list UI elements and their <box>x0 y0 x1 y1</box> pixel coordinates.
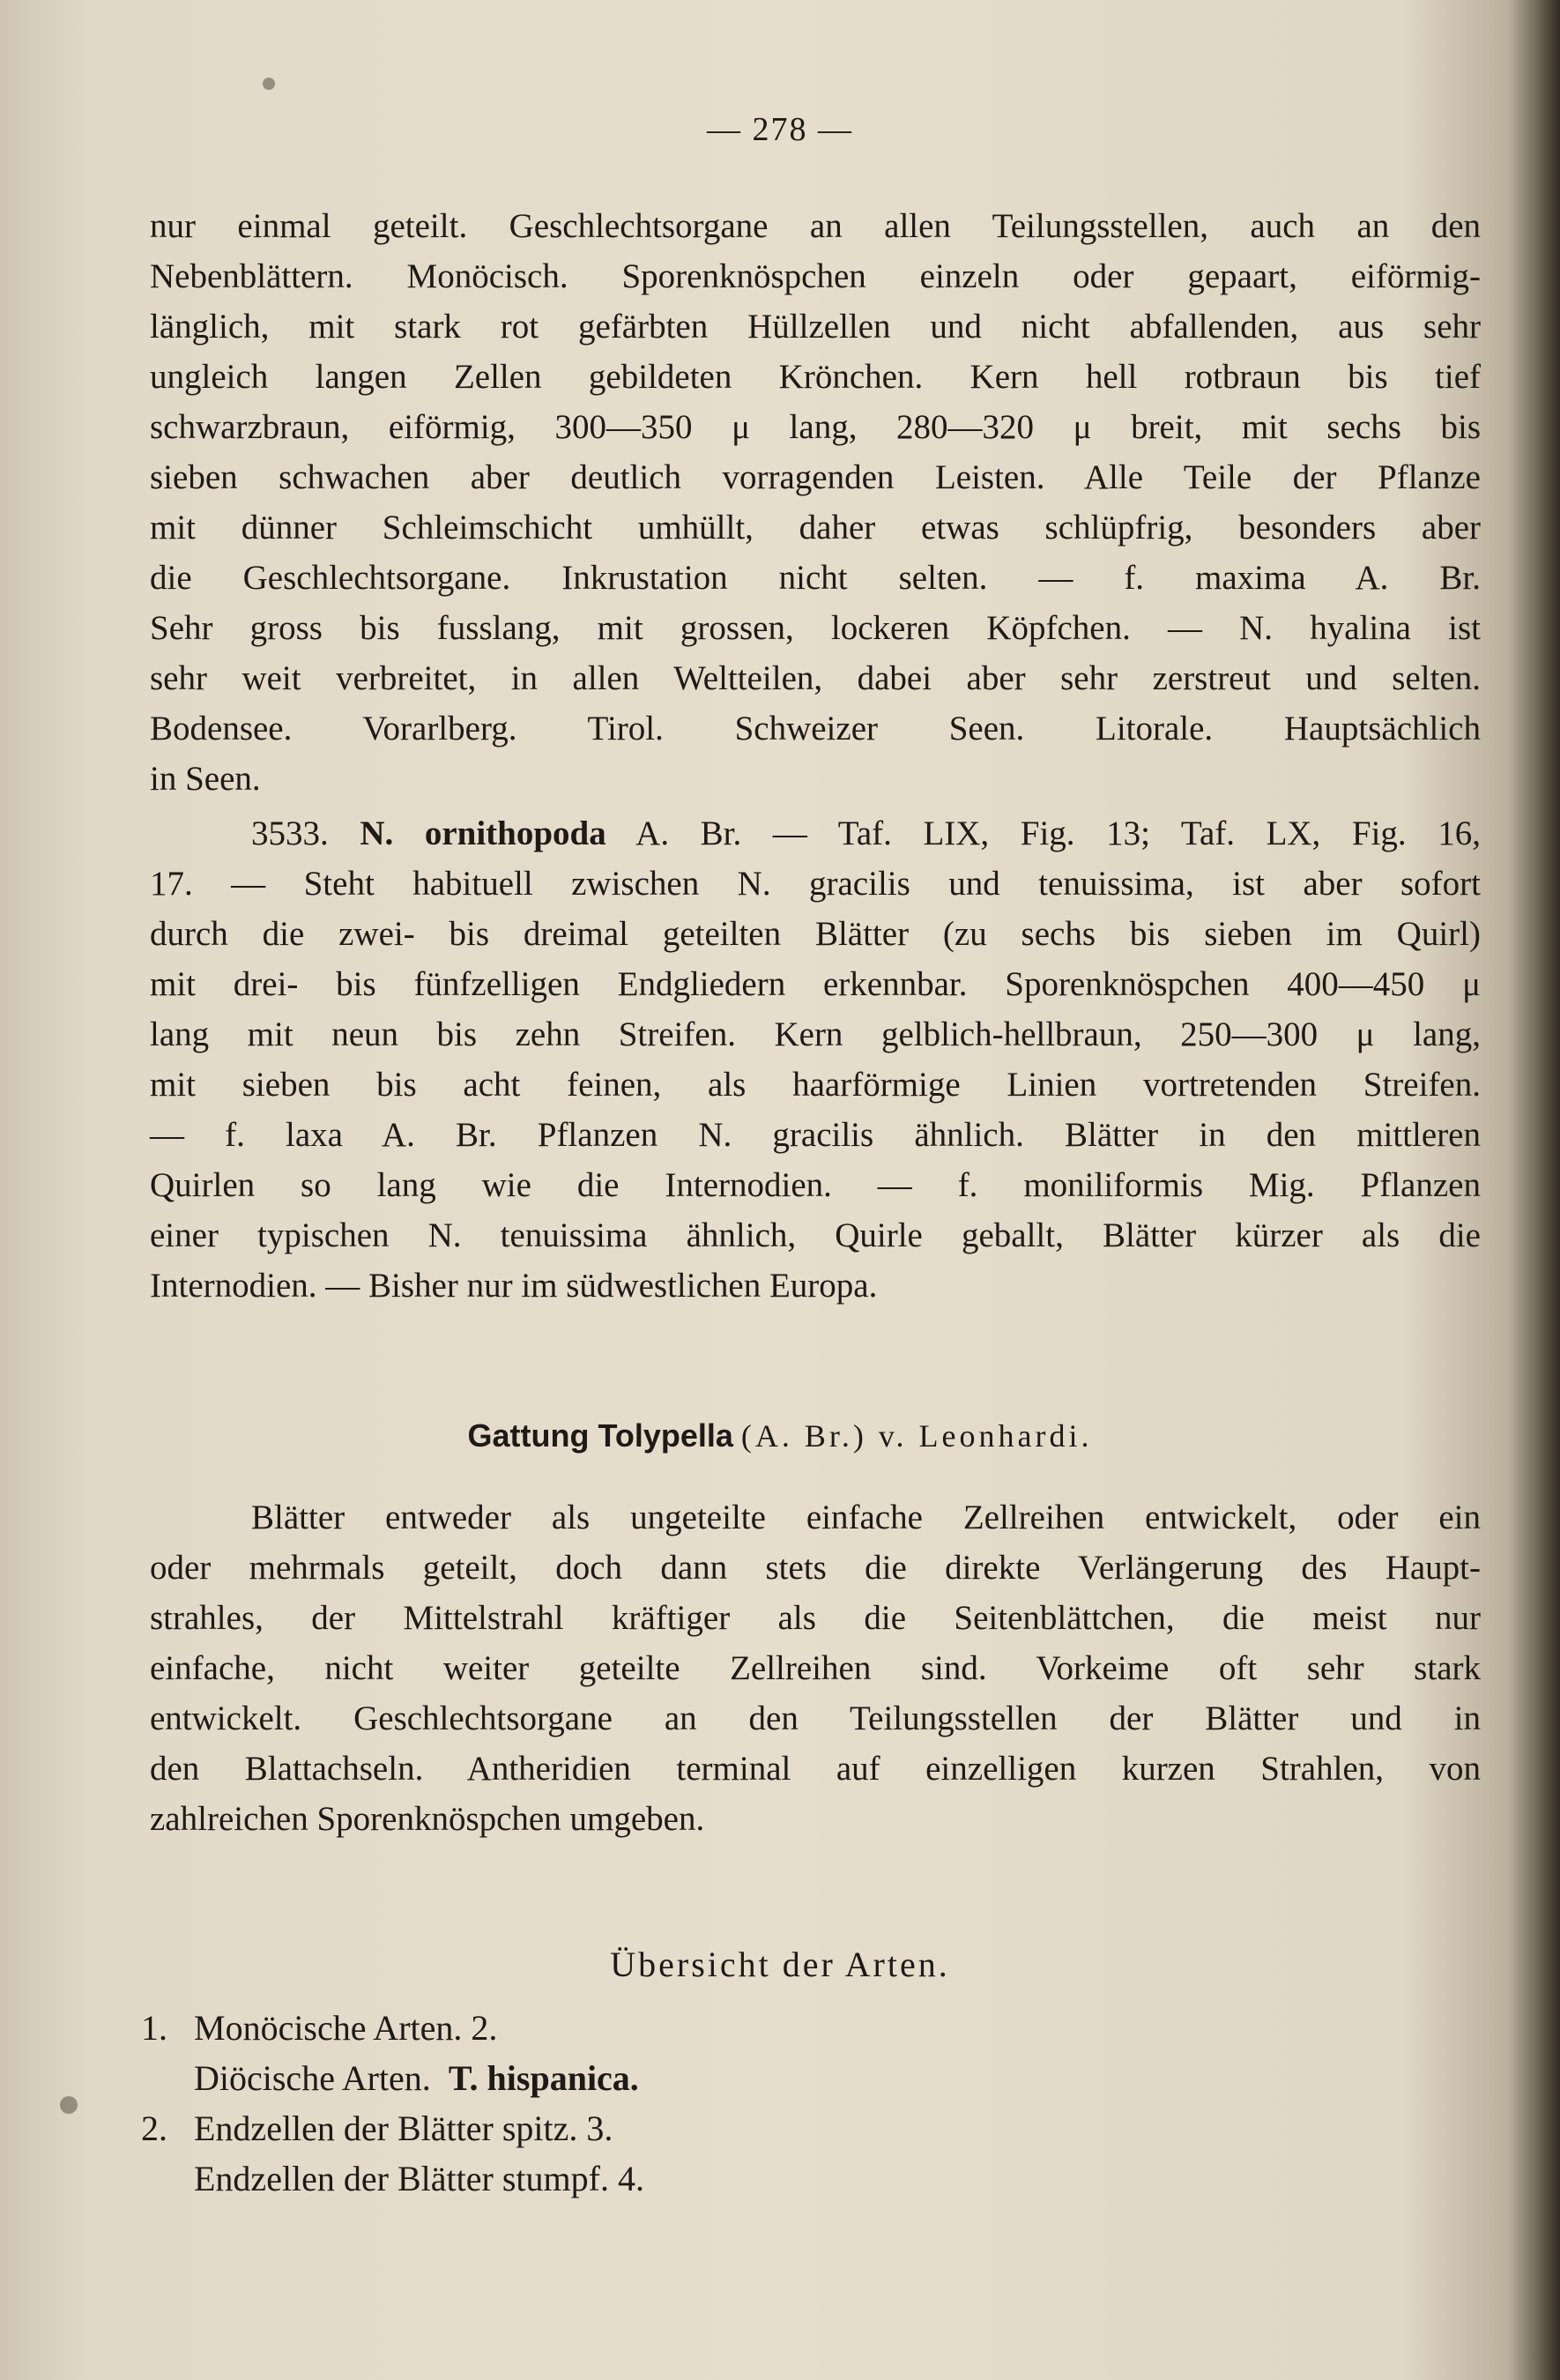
text-line: länglich, mit stark rot gefärbten Hüllzellen und nicht abfallenden, aus sehr <box>150 308 1481 346</box>
text-line: entwickelt. Geschlechtsorgane an den Teilungsstellen der Blätter und in <box>150 1699 1481 1737</box>
page-number: — 278 — <box>707 111 853 148</box>
page-edge-shadow <box>1507 0 1560 2380</box>
text-line: 17. — Steht habituell zwischen N. gracilis und tenuissima, ist aber sofort <box>150 865 1481 903</box>
paragraph-1 <box>150 201 1481 804</box>
text-line: Sehr gross bis fusslang, mit grossen, lockeren Köpfchen. — N. hyalina ist <box>150 609 1481 647</box>
species-overview-heading: Übersicht der Arten. <box>610 1945 950 1984</box>
identification-key <box>141 2003 644 2204</box>
key-text: Monöcische Arten. 2. <box>194 2008 498 2048</box>
key-row <box>141 2003 644 2053</box>
key-text: Endzellen der Blätter spitz. 3. <box>194 2109 613 2148</box>
text-line: Internodien. — Bisher nur im südwestlichen Europa. <box>150 1267 878 1305</box>
genus-authority: (A. Br.) v. Leonhardi. <box>740 1418 1093 1454</box>
text-line: die Geschlechtsorgane. Inkrustation nicht selten. — f. maxima A. Br. <box>150 559 1481 597</box>
text-line: mit sieben bis acht feinen, als haarförmige Linien vortretenden Streifen. <box>150 1066 1481 1104</box>
key-text-plain: Diöcische Arten. <box>194 2058 449 2098</box>
ink-speck <box>263 78 275 90</box>
text-line: Quirlen so lang wie die Internodien. — f. moniliformis Mig. Pflanzen <box>150 1166 1481 1204</box>
key-text <box>194 2053 639 2103</box>
text-line: durch die zwei- bis dreimal geteilten Blätter (zu sechs bis sieben im Quirl) <box>150 915 1481 953</box>
key-number <box>141 2153 194 2204</box>
text-line: Nebenblättern. Monöcisch. Sporenknöspchen einzeln oder gepaart, eiförmig- <box>150 257 1481 295</box>
text-line: den Blattachseln. Antheridien terminal auf einzelligen kurzen Strahlen, von <box>150 1750 1481 1788</box>
key-number <box>141 2053 194 2103</box>
text-line: nur einmal geteilt. Geschlechtsorgane an allen Teilungsstellen, auch an den <box>150 207 1481 245</box>
text-line: sehr weit verbreitet, in allen Weltteilen, dabei aber sehr zerstreut und selten. <box>150 659 1481 697</box>
species-entry-line <box>150 808 1481 859</box>
species-number: 3533. <box>251 814 329 852</box>
text-line: sieben schwachen aber deutlich vorragenden Leisten. Alle Teile der Pflanze <box>150 458 1481 496</box>
key-row <box>141 2103 644 2153</box>
ink-speck <box>60 2096 78 2114</box>
text-line: mit drei- bis fünfzelligen Endgliedern erkennbar. Sporenknöspchen 400—450 μ <box>150 965 1481 1003</box>
text-line: strahles, der Mittelstrahl kräftiger als die Seitenblättchen, die meist nur <box>150 1599 1481 1637</box>
text-line: einfache, nicht weiter geteilte Zellreihen sind. Vorkeime oft sehr stark <box>150 1649 1481 1687</box>
genus-name: Gattung Tolypella <box>467 1417 733 1454</box>
text-line: ungleich langen Zellen gebildeten Krönchen. Kern hell rotbraun bis tief <box>150 358 1481 396</box>
text-line: mit dünner Schleimschicht umhüllt, daher etwas schlüpfrig, besonders aber <box>150 509 1481 547</box>
key-row <box>141 2053 644 2103</box>
text-line: — f. laxa A. Br. Pflanzen N. gracilis ähnlich. Blätter in den mittleren <box>150 1116 1481 1154</box>
text-line: oder mehrmals geteilt, doch dann stets die direkte Verlängerung des Haupt- <box>150 1549 1481 1587</box>
key-text: Endzellen der Blätter stumpf. 4. <box>194 2159 644 2198</box>
text-line-content: Blätter entweder als ungeteilte einfache Zellreihen entwickelt, oder ein <box>251 1499 1481 1536</box>
text-line <box>150 1492 1481 1543</box>
text-line: Bodensee. Vorarlberg. Tirol. Schweizer Seen. Litorale. Hauptsächlich <box>150 710 1481 747</box>
species-name: N. ornithopoda <box>360 814 606 852</box>
genus-description <box>150 1492 1481 1844</box>
text-line: schwarzbraun, eiförmig, 300—350 μ lang, 280—320 μ breit, mit sechs bis <box>150 408 1481 446</box>
species-citation: A. Br. — Taf. LIX, Fig. 13; Taf. LX, Fig. 16, <box>635 814 1481 852</box>
key-row <box>141 2153 644 2204</box>
text-line: in Seen. <box>150 760 261 798</box>
text-line: lang mit neun bis zehn Streifen. Kern gelblich-hellbraun, 250—300 μ lang, <box>150 1015 1481 1053</box>
text-line: einer typischen N. tenuissima ähnlich, Quirle geballt, Blätter kürzer als die <box>150 1216 1481 1254</box>
genus-heading <box>0 1417 1560 1454</box>
text-line: zahlreichen Sporenknöspchen umgeben. <box>150 1800 705 1838</box>
key-species-name: T. hispanica. <box>448 2058 639 2098</box>
paragraph-species-3533 <box>150 808 1481 1311</box>
key-number: 2. <box>141 2109 167 2148</box>
key-number: 1. <box>141 2008 167 2048</box>
